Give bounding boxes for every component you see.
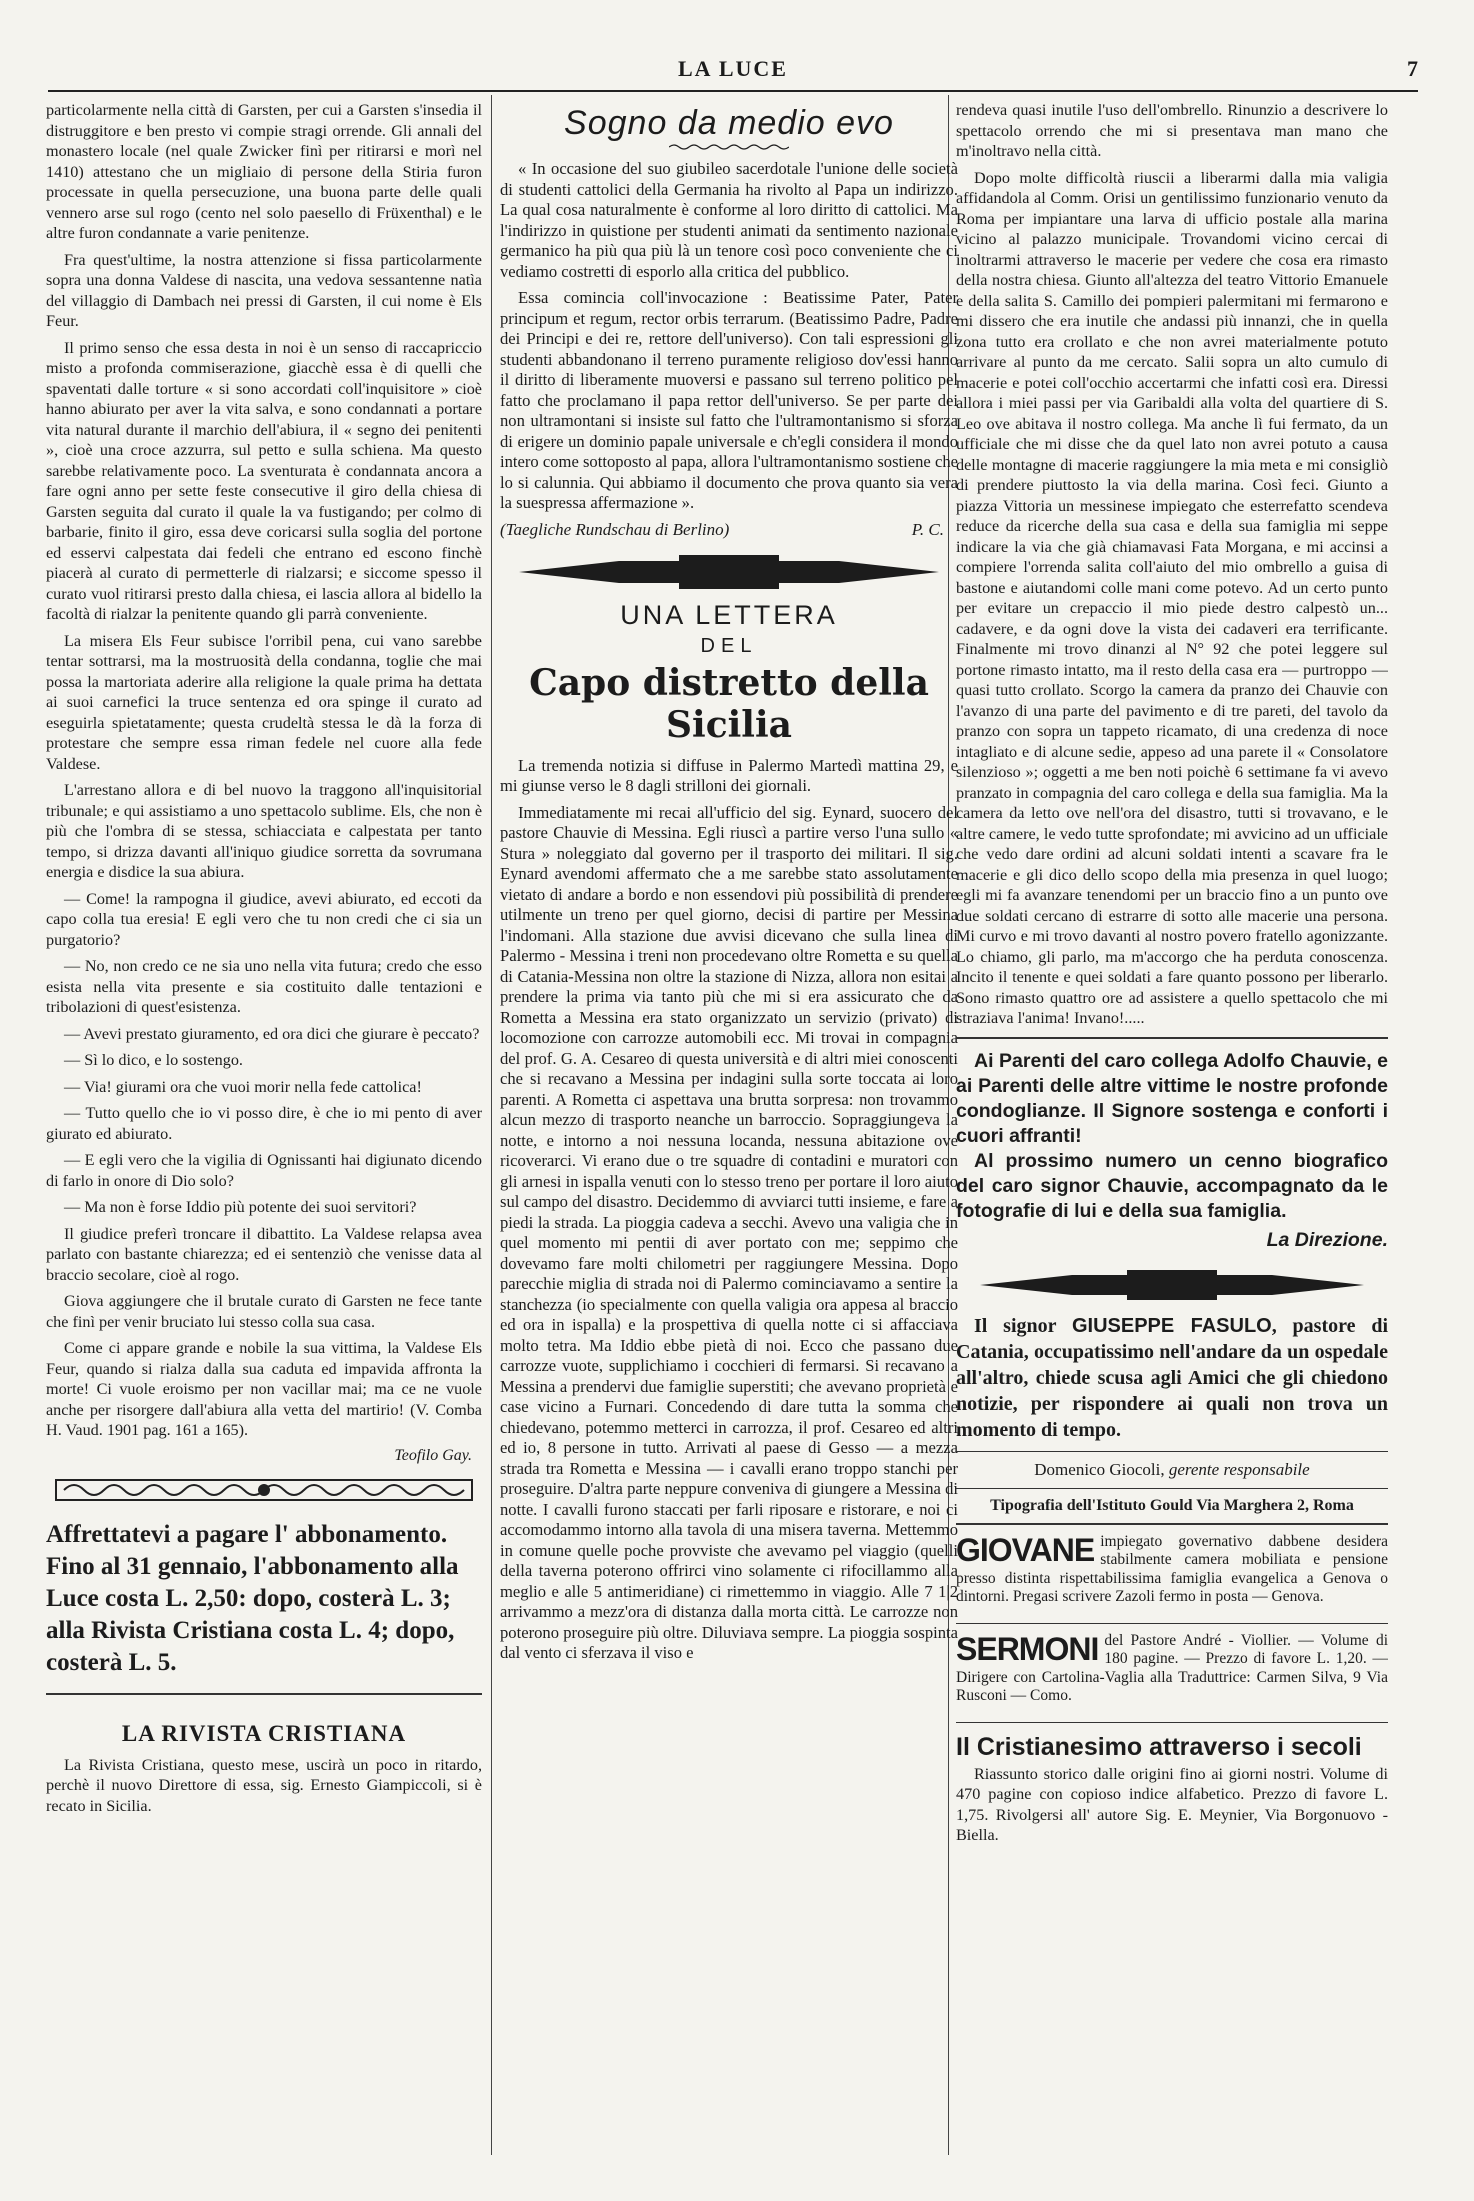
gerente-line bbox=[956, 1460, 1388, 1480]
fasulo-name: GIUSEPPE FASULO bbox=[1071, 1314, 1272, 1337]
article-paragraph: Il giudice preferì troncare il dibattito. La Valdese relapsa avea parlato con bastante chiarezza; ed ei sentenziò che venisse data al braccio secolare, cioè al rogo. bbox=[46, 1224, 482, 1284]
rivista-heading: LA RIVISTA CRISTIANA bbox=[121, 1720, 407, 1746]
ornamental-banner bbox=[956, 1265, 1388, 1305]
article-paragraph: Fra quest'ultime, la nostra attenzione si fissa particolarmente sopra una donna Valdese di nascita, una vedova sessantenne natìa del villaggio di Dambach nei pressi di Garsten, il cui nome è Els Feur. bbox=[46, 250, 482, 330]
article-paragraph: « In occasione del suo giubileo sacerdotale l'unione delle società di studenti cattolici della Germania ha rivolto al Papa un indirizzo. La qual cosa naturalmente è conforme al loro diritto di cattolici. Ma l'indirizzo in quistione per studenti animati da sentimento nazionale germanico ha più qua più là un tenore così poco conveniente che ci vediamo costretti di esporlo alla critica del pubblico. bbox=[500, 159, 958, 281]
notice-paragraph: Ai Parenti del caro collega Adolfo Chauvie, e ai Parenti delle altre vittime le nostre profonde condoglianze. Il Signore sostenga e conforti i cuori affranti! bbox=[956, 1049, 1388, 1147]
tipografia-line: Tipografia dell'Istituto Gould Via Marghera 2, Roma bbox=[990, 1496, 1354, 1514]
author-signature: Teofilo Gay. bbox=[394, 1446, 472, 1464]
notice-signature: La Direzione. bbox=[1266, 1228, 1388, 1251]
sogno-source: (Taegliche Rundschau di Berlino) bbox=[500, 519, 730, 539]
article-paragraph: Essa comincia coll'invocazione : Beatissime Pater, Pater principum et regum, rector orbis terrarum. (Beatissimo Padre, Padre dei Principi e dei re, rettore dell'universo). Con tali espressioni gli studenti abbandonano il terreno puramente religioso dov'essi hanno il diritto di liberamente muoversi e passano sul terreno politico pel fatto che proclamano il papa rettor dell'universo. Se per parte dei non ultramontani si insiste sul fatto che l'ultramontanismo si sforza di erigere un dominio papale universale e ch'egli considera il mondo intero come sottoposto al papa, allora l'ultramontanismo sostiene che lo si calunnia. Qui abbiamo il documento che prova quanto sia vera la suespressa affermazione ». bbox=[500, 288, 958, 512]
divider bbox=[956, 1722, 1388, 1723]
article-paragraph: La misera Els Feur subisce l'orribil pena, cui vano sarebbe tentar sottrarsi, ma la mostruosità della condanna, toglie che mai possa la martoriata aderire alla religione la quale prima ha dettata ai suoi carnefici la truce sentenza ed ora spinge il curato ad eseguirla spietatamente; questa crudeltà stessa le dà la forza di protestare che sempre essa riman fedele nel cuore alla fede Valdese. bbox=[46, 631, 482, 773]
article-paragraph: — Sì lo dico, e lo sostengo. bbox=[64, 1051, 243, 1069]
condolence-notice bbox=[956, 1049, 1388, 1253]
ornamental-border bbox=[46, 1475, 482, 1505]
divider bbox=[956, 1523, 1388, 1525]
lettera-heading-1: UNA LETTERA bbox=[620, 599, 838, 630]
column-3 bbox=[956, 100, 1388, 2150]
article-paragraph: — E egli vero che la vigilia di Ognissanti hai digiunato dicendo di farlo in onore di Dio solo? bbox=[46, 1151, 482, 1190]
wavy-underline bbox=[500, 143, 958, 151]
article-paragraph: — Ma non è forse Iddio più potente dei suoi servitori? bbox=[64, 1198, 417, 1216]
ornamental-banner bbox=[500, 552, 958, 592]
classified-sermoni bbox=[956, 1632, 1388, 1706]
article-paragraph: L'arrestano allora e di bel nuovo la traggono all'inquisitorial tribunale; e qui assistiamo a uno spettacolo sublime. Els, che non è più che l'ombra di se stessa, schiacciata e calpestata per tanto tempo, si drizza davanti all'iniquo giudice sorretta da sovrumana energia e disdice la sua abiura. bbox=[46, 781, 482, 881]
sogno-heading: Sogno da medio evo bbox=[564, 104, 894, 142]
gerente-role: gerente responsabile bbox=[1168, 1459, 1310, 1479]
column-2 bbox=[500, 100, 958, 2150]
column-rule-1 bbox=[491, 95, 492, 2155]
classified-text: impiegato governativo dabbene desidera stabilmente camera mobiliata e pensione presso distinta rispettabilissima famiglia evangelica a Genova o dintorni. Pregasi scrivere Zazoli fermo in posta — Genova. bbox=[956, 1532, 1388, 1605]
sogno-initials: P. C. bbox=[911, 519, 944, 539]
article-paragraph: — Come! la rampogna il giudice, avevi abiurato, ed eccoti da capo colla tua eresia! E egli vero che tu non credi che ci sia un purgatorio? bbox=[46, 889, 482, 949]
lettera-heading-3: Capo distretto della Sicilia bbox=[529, 661, 929, 746]
article-paragraph: — No, non credo ce ne sia uno nella vita futura; credo che esso esista nella vita presente e sia costituito dalle tentazioni e tribolazioni di quest'esistenza. bbox=[46, 957, 482, 1016]
subscription-notice: Affrettatevi a pagare l' abbonamento. Fino al 31 gennaio, l'abbonamento alla Luce costa L. 2,50: dopo, costerà L. 3; alla Rivista Cristiana costa L. 4; dopo, costerà L. 5. bbox=[46, 1520, 459, 1676]
cristianesimo-heading: Il Cristianesimo attraverso i secoli bbox=[956, 1732, 1362, 1761]
classified-lead: SERMONI bbox=[956, 1630, 1099, 1667]
cristianesimo-text: Riassunto storico dalle origini fino ai giorni nostri. Volume di 470 pagine con copioso indice alfabetico. Prezzo di favore L. 1,75. Rivolgersi all' autore Sig. E. Meynier, Via Borgonuovo - Biella. bbox=[956, 1764, 1388, 1844]
article-paragraph: Dopo molte difficoltà riuscii a liberarmi dalla mia valigia affidandola al Comm. Orisi un gentilissimo funzionario venuto da Roma per impiantare una larva di ufficio postale alla marina vicino al palazzo municipale. Trovandomi vicino cercai di inoltrarmi attraverso le macerie per vedere che cosa era rimasto della nostra chiesa. Giunto all'altezza del teatro Vittorio Emanuele e della salita S. Camillo dei pompieri palermitani mi fermarono e mi dissero che era inutile che andassi più innanzi, che in quella zona tutto era crollato e che non avrei materialmente potuto arrivare al punto da me cercato. Salii sopra un alto cumulo di macerie e potei coll'occhio accertarmi che infatti così era. Diressi allora i miei passi per via Garibaldi alla volta del quartiere di S. Leo ove abitava il nostro collega. Ma anche lì fui fermato, da un ufficiale che mi disse che da quel lato non avrei potuto a causa delle montagne di macerie raggiungere la mia meta e mi consigliò di prendere piuttosto la via della marina. Così feci. Giunto a piazza Vittoria un messinese impiegato che esterrefatto scendeva reduce da ricerche della sua casa e della sua famiglia mi seppe indicare la via che già chiamavasi Fata Morgana, e mi accinsi a compiere l'orrenda salita coll'aiuto del mio ombrello a guisa di bastone e aiutandomi colle mani come potevo. Ad un certo punto per evitare un crepaccio il mio piede destro calpestò un... cadavere, e da ogni dove la vista dei cadaveri era terrificante. Finalmente mi trovo dinanzi al N° 92 che potei leggere sul portone rimasto intatto, ma il resto della casa era — purtroppo — quasi tutto crollato. Scorgo la camera da pranzo dei Chauvie con l'avanzo di una parte del pavimento e di tre pareti, del tavolo da pranzo con sopra un tappeto ricamato, di una credenza di noce intagliato e di alcune sedie, appeso ad una parete il « Consolatore silenzioso »; oggetti a me ben noti poichè 6 settimane fa vi avevo pranzato in compagnia del caro collega e della sua famiglia. Ma la camera da letto ove nell'ora del disastro, tutti si trovavano, e le altre camere, le vedo tutte sprofondate; mi avvicino ad un ufficiale che vedo dare ordini ad alcuni soldati intenti a scavare fra le macerie e gli dico dello scopo della mia presenza in quel luogo; egli mi fa avanzare tenendomi per un braccio fino a un punto ove due soldati cercano di estrarre di sotto alle macerie una persona. Mi curvo e mi trovo davanti al nostro povero fratello agonizzante. Lo chiamo, gli parlo, ma m'accorgo che ha perduta conoscenza. Incito il tenente e quei soldati a fare quanto possono per liberarlo. Sono rimasto quattro ore ad assistere a quello spettacolo che mi straziava l'anima! Invano!..... bbox=[956, 168, 1388, 1027]
article-paragraph: particolarmente nella città di Garsten, per cui a Garsten s'insedia il distruggitore e ben presto vi compie stragi orrende. Gli annali del monastero locale (nel quale Zwicker finì per ritirarsi e morì nel 1410) attestano che un migliaio di persone della Stiria furon processate in quella persecuzione, una buona parte delle quali vennero arse sul rogo (cento nel solo paesello di Früxenthal) e le altre furon condannate a varie penitenze. bbox=[46, 101, 482, 242]
divider bbox=[956, 1488, 1388, 1489]
column-1 bbox=[46, 100, 482, 2150]
classified-giovane bbox=[956, 1533, 1388, 1607]
article-paragraph: — Tutto quello che io vi posso dire, è che io mi pento di aver giurato ed abiurato. bbox=[46, 1104, 482, 1143]
lettera-heading-2: DEL bbox=[700, 634, 758, 657]
fasulo-post: , pastore di Catania, occupatissimo nell'andare da un ospedale all'altro, chiede scusa agli Amici che gli chiedono notizie, per rispondere ai quali non trova un momento di tempo. bbox=[956, 1314, 1388, 1441]
fasulo-pre: Il signor bbox=[974, 1314, 1072, 1337]
article-paragraph: La tremenda notizia si diffuse in Palermo Martedì mattina 29, e mi giunse verso le 8 dagli strilloni dei giornali. bbox=[500, 755, 958, 795]
article-paragraph: — Avevi prestato giuramento, ed ora dici che giurare è peccato? bbox=[64, 1024, 480, 1043]
classified-lead: GIOVANE bbox=[956, 1531, 1095, 1568]
fasulo-notice bbox=[956, 1313, 1388, 1443]
classified-text: del Pastore André - Viollier. — Volume di 180 pagine. — Prezzo di favore L. 1,20. — Dirigere con Cartolina-Vaglia alla Traduttrice: Carmen Silva, 9 Via Rusconi — Como. bbox=[956, 1631, 1388, 1704]
article-paragraph: Giova aggiungere che il brutale curato di Garsten ne fece tante che finì per venir bruciato lui stesso colla sua casa. bbox=[46, 1292, 482, 1331]
page-header bbox=[48, 50, 1418, 92]
divider bbox=[956, 1451, 1388, 1452]
gerente-name: Domenico Giocoli, bbox=[1034, 1459, 1165, 1479]
divider bbox=[956, 1623, 1388, 1624]
article-paragraph: Il primo senso che essa desta in noi è un senso di raccapriccio misto a profonda commiserazione, giacchè essa è di quelli che spaventati dalle torture « si sono accordati coll'inquisitore » cioè hanno abiurato per aver la vita salva, e sono condannati a portare vita natural durante il marchio dell'abiura, il « segno dei penitenti », cioè una croce azzurra, sul petto e sulla schiena. Ma questo sarebbe relativamente poco. La sventurata è condannata ancora a fare ogni anno per sette feste consecutive il giro della chiesa di Garsten seguita dal curato il quale la va fustigando; per colmo di barbarie, finito il giro, essa deve coricarsi sulla soglia del portone ed esservi calpestata dai fedeli che entrano ed escono finchè piacerà al curato di permetterle di rialzarsi; e siccome spesso il curato vuol ritirarsi presto dalla chiesa, ei lascia allora al bidello la facoltà di rialzar la penitente quando gli parrà conveniente. bbox=[46, 338, 482, 623]
article-paragraph: rendeva quasi inutile l'uso dell'ombrello. Rinunzio a descrivere lo spettacolo orrendo che mi si presentava man mano che m'inoltravo nella città. bbox=[956, 101, 1388, 160]
article-paragraph: Immediatamente mi recai all'ufficio del sig. Eynard, suocero del pastore Chauvie di Messina. Egli riuscì a partire verso l'una sullo « Stura » noleggiato dal governo per il trasporto dei militari. Il sig. Eynard avendomi affermato che a me sarebbe stato assolutamente vietato di andare a bordo e non essendovi più possibilità di prendere utilmente un treno per quel giorno, decisi di partire per Messina l'indomani. Alla stazione due avvisi dicevano che sulla linea di Palermo - Messina i treni non procedevano oltre Rometta e su quella di Catania-Messina non oltre la stazione di Nizza, allora non esitai a prendere la prima via tanto più che mi si era assicurato che da Rometta a Messina era stato organizzato un servizio (privato) di locomozione con carrozze automobili ecc. Mi trovai in compagnia del prof. G. A. Cesareo di questa università e di altri miei conoscenti che si recavano a Messina per indagini sulla sorte toccata ai loro parenti. A Rometta ci aspettava una brutta sorpresa: non trovammo alcun mezzo di trasporto neanche un barroccio. Sopraggiungeva la notte, e intorno a noi nessuna locanda, nessuna abitazione ove ricoverarci. Vi erano due o tre squadre di contadini e muratori con gli arnesi in ispalla venuti con lo stesso treno per portare il loro aiuto sul campo del disastro. Decidemmo di avviarci tutti insieme, e fare a piedi la strada. La pioggia cadeva a secchi. Avevo una valigia che in quel momento mi pentii di aver portato con me; seppimo che dovevamo fare molti chilometri per raggiungere Messina. Dopo parecchie miglia di strada noi di Palermo cominciavamo a sentire la stanchezza (io specialmente con quella valigia ora appesa al braccio ed ora in ispalla) e la prospettiva di quella notte ci si affacciava molto tetra. Ma Iddio ebbe pietà di noi. Ecco che passano due carrozze vuote, supplichiamo i cocchieri di fermarsi. Si recavano a Messina a prendervi due famiglie superstiti; che avevano proprietà e case vicino a Furnari. Concedendo di dare tutta la somma che chiedevano, potemmo metterci in carrozza, il prof. Cesareo ed altri ed io, 8 persone in tutto. Arrivati al paese di Gesso — a mezza strada tra Rometta e Messina — i cavalli erano troppo stanchi per proseguire. D'altra parte neppure conveniva di giungere a Messina di notte. I cavalli furono staccati per farli riposare e ristorare, e noi ci accomodammo intorno alla tavola di una misera taverna. Mettemmo in comune quelle poche provviste che avevamo pel viaggio (quelli della taverna poterono offrirci vino solamente ci rifocillammo alla meglio e alle 5 antimeridiane) ci rimettemmo in viaggio. Alle 7 1|2 arrivammo a mezz'ora di distanza dalla morta città. Le carrozze non poterono proseguire più oltre. Diluviava sempre. La pioggia sospinta dal vento ci sferzava il viso e bbox=[500, 802, 958, 1662]
rivista-paragraph: La Rivista Cristiana, questo mese, uscirà un poco in ritardo, perchè il nuovo Direttore di essa, sig. Ernesto Giampiccoli, si è recato in Sicilia. bbox=[46, 1755, 482, 1815]
article-paragraph: — Via! giurami ora che vuoi morir nella fede cattolica! bbox=[64, 1077, 422, 1096]
article-paragraph: Come ci appare grande e nobile la sua vittima, la Valdese Els Feur, quando si rialza dalla sua caduta ed impavida affronta la morte! Ci vuole eroismo per non vacillar mai; ma ce ne vuole anche per risorgere dall'abiura alla vetta del martirio! (V. Comba H. Vaud. 1901 pag. 161 a 165). bbox=[46, 1339, 482, 1439]
sogno-source-line bbox=[500, 520, 958, 540]
newspaper-title: LA LUCE bbox=[678, 56, 788, 81]
page-number: 7 bbox=[1407, 56, 1418, 81]
divider bbox=[956, 1037, 1388, 1039]
divider bbox=[46, 1693, 482, 1695]
notice-paragraph: Al prossimo numero un cenno biografico del caro signor Chauvie, accompagnato da le fotografie di lui e della sua famiglia. bbox=[956, 1149, 1388, 1222]
